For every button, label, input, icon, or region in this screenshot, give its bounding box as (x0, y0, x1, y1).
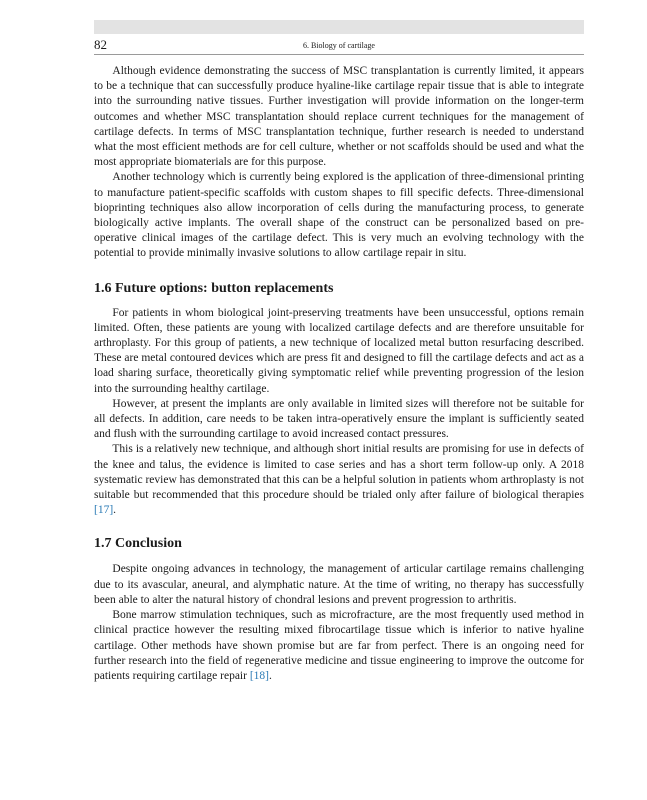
citation-link-17[interactable]: [17] (94, 504, 114, 517)
chapter-title: 6. Biology of cartilage (303, 41, 375, 50)
paragraph-end: . (113, 504, 117, 517)
paragraph-button-limits: However, at present the implants are only available in limited sizes will therefore not be suitable for all defects. In addition, care needs to be taken intra-operatively ensure the implant is sufficiently seated and flush with the surrounding cartilage to avoid increased contact pressures. (94, 397, 584, 441)
paragraph-conclusion-challenge: Despite ongoing advances in technology, the management of articular cartilage remains challenging due to its avascular, aneural, and alymphatic nature. At the time of writing, no therapy has successfully been able to alter the natural history of chondral lesions and prevent progression to arthritis. (94, 563, 584, 606)
paragraph-3d-printing: Another technology which is currently being explored is the application of three-dimensional printing to manufacture patient-specific scaffolds with custom shapes to fill specific defects. Three-dimensional bioprinting techniques also allow incorporation of cells during the manufacturing process, to generate biologically active implants. The overall shape of the construct can be personalized based on pre-operative clinical images of the cartilage defect. This is very much an evolving technology with the potential to provide minimally invasive solutions to allow cartilage repair in situ. (94, 171, 584, 260)
page-body (94, 64, 584, 684)
page-number: 82 (94, 37, 107, 52)
section-heading-future-options: 1.6 Future options: button replacements (94, 280, 334, 296)
running-head (94, 36, 584, 55)
paragraph-text: This is a relatively new technique, and although short initial results are promising for use in defects of the knee and talus, the evidence is limited to case series and has a short term follow-up only. A 2018 systematic review has demonstrated that this can be a helpful solution in patients whom arthroplasty is not suitable but recommended that this procedure should be trialed only after failure of biological therapies (94, 443, 584, 502)
section-heading-conclusion: 1.7 Conclusion (94, 536, 182, 552)
paragraph-conclusion-marrow (94, 608, 584, 684)
paragraph-button-evidence (94, 442, 584, 518)
paragraph-text: Bone marrow stimulation techniques, such as microfracture, are the most frequently used method in clinical practice however the resulting mixed fibrocartilage tissue which is inferior to native hyaline cartilage. Other methods have shown promise but are far from perfect. There is an ongoing need for further research into the field of regenerative medicine and tissue engineering to improve the outcome for patients requiring cartilage repair (94, 609, 584, 682)
citation-link-18[interactable]: [18] (249, 669, 269, 682)
paragraph-button-intro: For patients in whom biological joint-preserving treatments have been unsuccessful, options remain limited. Often, these patients are young with localized cartilage defects and are therefore unsuitable for arthroplasty. For this group of patients, a new technique of localized metal button resurfacing described. These are metal contoured devices which are press fit and designed to fill the cartilage defects and act as a load sharing surface, theoretically giving symptomatic relief while preventing progression of the lesion into the surrounding healthy cartilage. (94, 306, 584, 395)
paragraph-end: . (269, 669, 272, 682)
header-bar (94, 20, 584, 34)
paragraph-msc-evidence: Although evidence demonstrating the success of MSC transplantation is currently limited, it appears to be a technique that can successfully produce hyaline-like cartilage repair tissue that is able to integrate into the surrounding native tissues. Further investigation will provide information on the longer-term outcomes and whether MSC transplantation should replace current techniques for the management of cartilage defects. In terms of MSC transplantation technique, further research is needed to understand what the most efficient methods are for cell culture, whether or not scaffolds should be used and what the most appropriate biomaterials are for this purpose. (94, 65, 584, 169)
